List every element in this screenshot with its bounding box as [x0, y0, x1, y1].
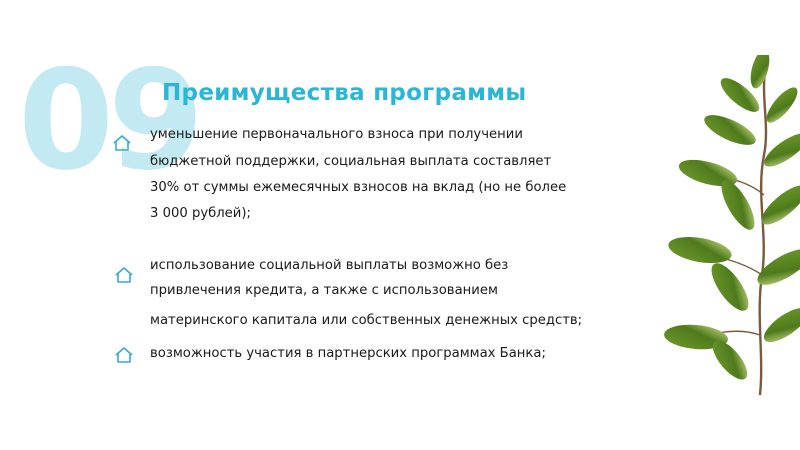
house-icon: [114, 346, 134, 364]
item-2-line-2: привлечения кредита, а также с использованием: [150, 283, 498, 298]
item-2-line-3: материнского капитала или собственных денежных средств;: [150, 313, 583, 328]
slide-title: Преимущества программы: [162, 80, 527, 106]
plant-illustration: [660, 55, 800, 400]
item-2-line-1: использование социальной выплаты возможно без: [150, 258, 509, 273]
item-1-line-4: 3 000 рублей);: [150, 206, 251, 221]
item-3-line-1: возможность участия в партнерских программах Банка;: [150, 346, 546, 361]
item-1-line-3: 30% от суммы ежемесячных взносов на вклад (но не более: [150, 180, 567, 195]
house-icon: [114, 266, 134, 284]
item-1-line-1: уменьшение первоначального взноса при получении: [150, 127, 523, 142]
house-icon: [112, 134, 132, 152]
item-1-line-2: бюджетной поддержки, социальная выплата составляет: [150, 154, 552, 169]
slide-number: 09: [18, 40, 199, 201]
